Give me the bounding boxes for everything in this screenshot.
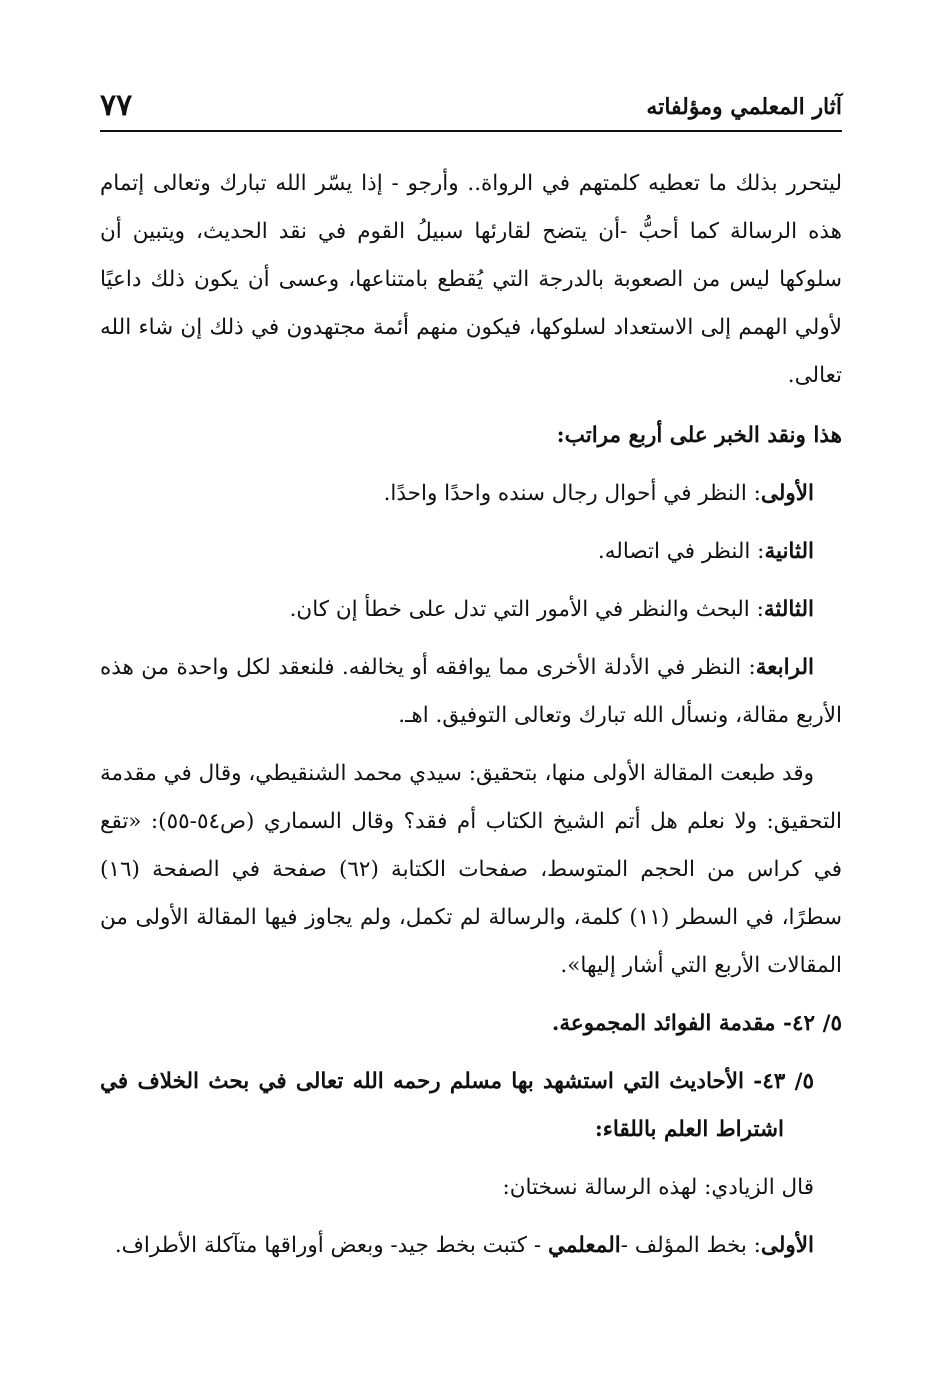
page-header [100,84,842,132]
rank-fourth-text: : النظر في الأدلة الأخرى مما يوافقه أو يخالفه. فلنعقد لكل واحدة من هذه الأربع مقالة، ونسأل الله تبارك وتعالى التوفيق. اهـ. [100,655,842,728]
running-title: آثار المعلمي ومؤلفاته [646,94,842,120]
rank-first-text: : النظر في أحوال رجال سنده واحدًا واحدًا. [383,481,761,506]
rank-third [100,586,842,634]
copy-first-label: الأولى [760,1233,814,1258]
rank-second-label: الثانية [764,539,814,564]
rank-fourth-label: الرابعة [755,655,814,680]
page-number: ٧٧ [100,88,133,123]
rank-first [100,470,842,518]
paragraph-edition: وقد طبعت المقالة الأولى منها، بتحقيق: سيدي محمد الشنقيطي، وقال في مقدمة التحقيق: ولا نعلم هل أتم الشيخ الكتاب أم فقد؟ وقال السماري (ص٥٤-٥٥): «تقع في كراس من الحجم المتوسط، صفحات الكتابة (٦٢) صفحة في الصفحة (١٦) سطرًا، في السطر (١١) كلمة، والرسالة لم تكمل، ولم يجاوز فيها المقالة الأولى من المقالات الأربع التي أشار إليها». [100,761,842,978]
rank-second [100,528,842,576]
rank-second-text: : النظر في اتصاله. [597,539,765,564]
item-42: ٥/ ٤٢- مقدمة الفوائد المجموعة. [551,1011,842,1036]
header-rule [100,130,842,132]
item-43: ٥/ ٤٣- الأحاديث التي استشهد بها مسلم رحمه الله تعالى في بحث الخلاف في اشتراط العلم باللقاء: [100,1069,815,1142]
page-body [100,160,842,1280]
paragraph-intro: ليتحرر بذلك ما تعطيه كلمتهم في الرواة.. وأرجو - إذا يسّر الله تبارك وتعالى إتمام هذه الرسالة كما أحبُّ -أن يتضح لقارئها سبيلُ القوم في نقد الحديث، ويتبين أن سلوكها ليس من الصعوبة بالدرجة التي يُقطع بامتناعها، وعسى أن يكون ذلك داعيًا لأولي الهمم إلى الاستعداد لسلوكها، فيكون منهم أئمة مجتهدون في ذلك إن شاء الله تعالى. [100,171,842,388]
copy-first-text-a: : بخط المؤلف - [620,1233,761,1258]
rank-fourth [100,644,842,740]
copy-first-author: المعلمي [547,1233,621,1258]
paragraph-copies: قال الزيادي: لهذه الرسالة نسختان: [502,1175,814,1200]
rank-first-label: الأولى [760,481,814,506]
rank-third-label: الثالثة [763,597,814,622]
rank-third-text: : البحث والنظر في الأمور التي تدل على خطأ إن كان. [289,597,764,622]
copy-first-text-b: - كتبت بخط جيد- وبعض أوراقها متآكلة الأطراف. [114,1233,548,1258]
copy-first [100,1222,842,1270]
ranks-heading: هذا ونقد الخبر على أربع مراتب: [556,423,842,448]
